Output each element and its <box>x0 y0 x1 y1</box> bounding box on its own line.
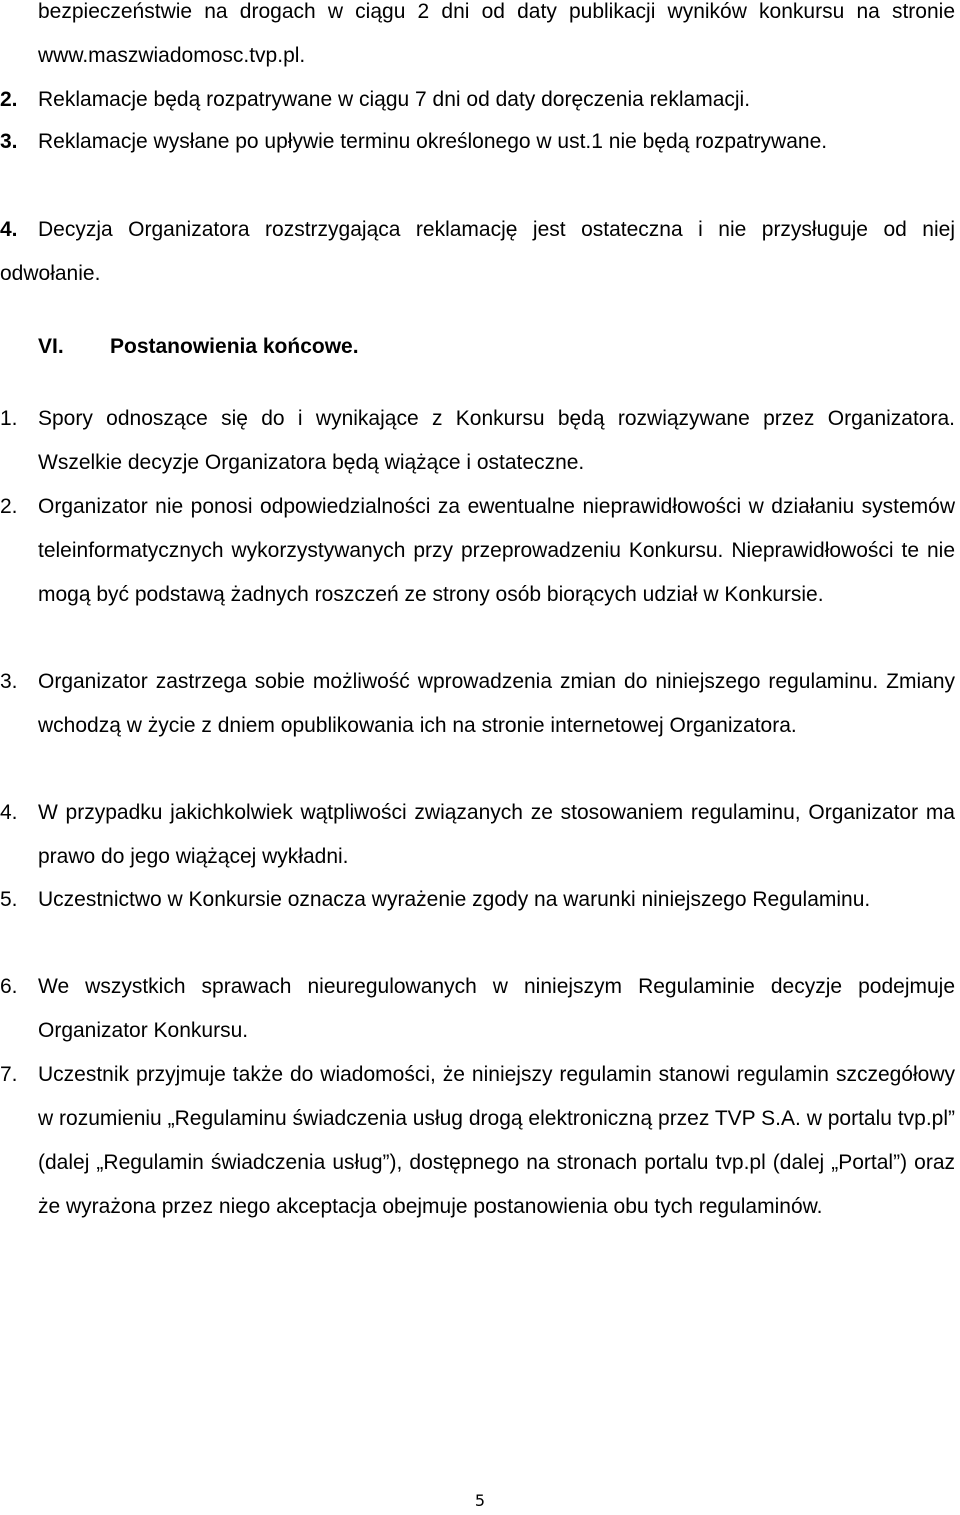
list-item-text: Uczestnik przyjmuje także do wiadomości, że niniejszy regulamin stanowi regulamin szczegółowy w rozumieniu „Regulaminu świadczenia usług drogą elektroniczną przez TVP S.A. w portalu tvp.pl” (dalej „Regulamin świadczenia usług”), dostępnego na stronach portalu tvp.pl (dalej „Portal”) oraz że wyrażona przez niego akceptacja obejmuje postanowienia obu tych regulaminów. <box>38 1063 955 1218</box>
list-item-number: 6. <box>0 975 18 998</box>
section-number: VI. <box>38 335 64 358</box>
list-item-text: Uczestnictwo w Konkursie oznacza wyrażenie zgody na warunki niniejszego Regulaminu. <box>38 888 871 911</box>
list-item-text: Organizator nie ponosi odpowiedzialności za ewentualne nieprawidłowości w działaniu systemów teleinformatycznych wykorzystywanych przy przeprowadzeniu Konkursu. Nieprawidłowości te nie mogą być podstawą żadnych roszczeń ze strony osób biorących udział w Konkursie. <box>38 495 955 606</box>
list-item-number: 5. <box>0 888 18 911</box>
list-item-text: Organizator zastrzega sobie możliwość wprowadzenia zmian do niniejszego regulaminu. Zmiany wchodzą w życie z dniem opublikowania ich na stronie internetowej Organizatora. <box>38 670 955 737</box>
list-item-number: 4. <box>0 801 18 824</box>
list-item-text: Reklamacje będą rozpatrywane w ciągu 7 dni od daty doręczenia reklamacji. <box>38 88 751 111</box>
list-item-text: Spory odnoszące się do i wynikające z Konkursu będą rozwiązywane przez Organizatora. Wszelkie decyzje Organizatora będą wiążące i ostateczne. <box>38 407 955 474</box>
list-item-text: Decyzja Organizatora rozstrzygająca reklamację jest ostateczna i nie przysługuje od niej odwołanie. <box>0 218 955 285</box>
page-number: 5 <box>474 1491 486 1510</box>
list-item-text: W przypadku jakichkolwiek wątpliwości związanych ze stosowaniem regulaminu, Organizator ma prawo do jego wiążącej wykładni. <box>38 801 955 868</box>
list-item-number: 2. <box>0 88 18 111</box>
list-item-text: Reklamacje wysłane po upływie terminu określonego w ust.1 nie będą rozpatrywane. <box>38 130 828 153</box>
list-item-number: 7. <box>0 1063 18 1086</box>
list-item-number: 3. <box>0 670 18 693</box>
list-item-number: 4. <box>0 218 18 241</box>
list-item-number: 3. <box>0 130 18 153</box>
section-title: Postanowienia końcowe. <box>110 335 359 358</box>
list-item-number: 2. <box>0 495 18 518</box>
top-fragment-paragraph: bezpieczeństwie na drogach w ciągu 2 dni od daty publikacji wyników konkursu na stronie www.maszwiadomosc.tvp.pl. <box>38 0 955 67</box>
section-heading <box>38 325 359 369</box>
list-item-number: 1. <box>0 407 18 430</box>
list-item-text: We wszystkich sprawach nieuregulowanych w niniejszym Regulaminie decyzje podejmuje Organizator Konkursu. <box>38 975 955 1042</box>
